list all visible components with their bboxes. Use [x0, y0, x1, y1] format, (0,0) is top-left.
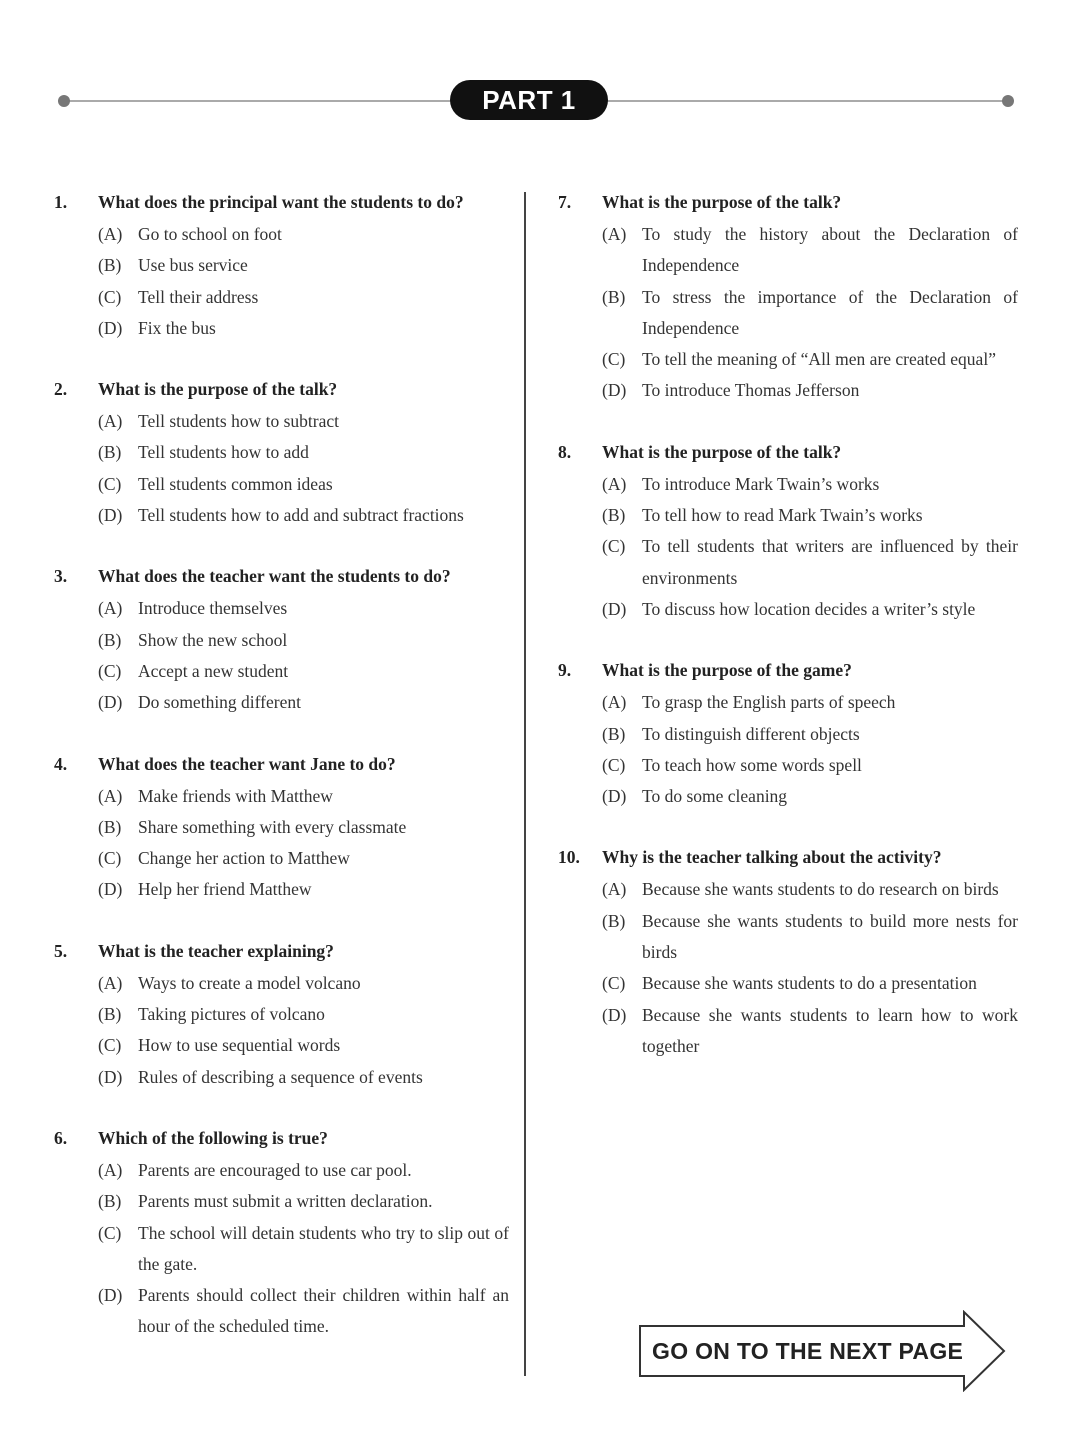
- question-2: [54, 375, 509, 531]
- answer-option: [54, 469, 509, 500]
- answer-option: [558, 719, 1018, 750]
- answer-option: [558, 687, 1018, 718]
- option-letter: (B): [602, 286, 626, 307]
- right-column: [558, 188, 1018, 1093]
- question-8: [558, 438, 1018, 625]
- option-text: To tell how to read Mark Twain’s works: [642, 505, 923, 526]
- option-text: Accept a new student: [138, 660, 289, 681]
- option-text: Introduce themselves: [138, 598, 288, 619]
- answer-option: [54, 282, 509, 313]
- answer-option: [54, 781, 509, 812]
- option-letter: (A): [602, 224, 627, 244]
- answer-option: [54, 625, 509, 656]
- option-text: Ways to create a model volcano: [138, 972, 361, 993]
- option-letter: (C): [602, 754, 626, 775]
- option-letter: (A): [602, 692, 627, 713]
- question-stem: [558, 188, 1018, 219]
- option-letter: (D): [602, 1004, 627, 1025]
- option-text: The school will detain students who try to slip out of the gate.: [138, 1222, 509, 1274]
- question-stem: [54, 937, 509, 968]
- option-text: To introduce Thomas Jefferson: [642, 380, 860, 401]
- answer-option: [54, 999, 509, 1030]
- option-letter: (C): [602, 536, 626, 557]
- option-letter: (B): [98, 255, 122, 276]
- answer-option: [558, 781, 1018, 812]
- answer-option: [54, 1280, 509, 1343]
- answer-option: [54, 250, 509, 281]
- answer-option: [558, 282, 1018, 345]
- option-text: Do something different: [138, 692, 301, 713]
- answer-option: [54, 656, 509, 687]
- option-letter: (A): [602, 473, 627, 494]
- left-column: [54, 188, 509, 1374]
- answer-option: [558, 874, 1018, 905]
- option-letter: (D): [98, 1285, 123, 1306]
- answer-option: [54, 219, 509, 250]
- answer-option: [558, 469, 1018, 500]
- option-letter: (B): [602, 910, 626, 931]
- option-letter: (A): [98, 785, 123, 806]
- option-letter: (C): [98, 1222, 122, 1243]
- question-number: 7.: [558, 192, 572, 212]
- answer-option: [558, 906, 1018, 969]
- question-number: 5.: [54, 940, 68, 961]
- option-letter: (B): [98, 442, 122, 463]
- option-text: To tell the meaning of “All men are created equal”: [642, 349, 996, 370]
- option-text: To tell students that writers are influenced by their environments: [642, 536, 1018, 588]
- option-text: Help her friend Matthew: [138, 879, 312, 900]
- question-number: 2.: [54, 379, 68, 400]
- option-letter: (C): [98, 848, 122, 869]
- option-text: To do some cleaning: [642, 786, 788, 807]
- answer-option: [558, 531, 1018, 594]
- option-text: Fix the bus: [138, 317, 216, 338]
- option-text: Because she wants students to learn how to work together: [642, 1004, 1018, 1056]
- option-letter: (D): [602, 380, 627, 401]
- question-number: 3.: [54, 566, 68, 587]
- question-number: 4.: [54, 753, 68, 774]
- question-number: 9.: [558, 660, 572, 681]
- answer-option: [54, 1062, 509, 1093]
- answer-option: [54, 874, 509, 905]
- option-letter: (C): [98, 473, 122, 494]
- answer-option: [54, 593, 509, 624]
- question-text: What does the principal want the students to do?: [98, 192, 464, 212]
- option-letter: (A): [98, 224, 123, 244]
- question-number: 10.: [558, 847, 580, 868]
- question-number: 8.: [558, 441, 572, 462]
- option-letter: (B): [602, 505, 626, 526]
- question-1: [54, 188, 509, 344]
- question-7: [558, 188, 1018, 407]
- option-text: Taking pictures of volcano: [138, 1004, 325, 1025]
- question-5: [54, 937, 509, 1093]
- option-text: How to use sequential words: [138, 1035, 341, 1056]
- answer-option: [54, 843, 509, 874]
- question-text: What is the purpose of the game?: [602, 660, 852, 681]
- option-letter: (B): [98, 1004, 122, 1025]
- question-number: 1.: [54, 192, 68, 212]
- answer-option: [558, 968, 1018, 999]
- header-dot-left: [58, 95, 70, 107]
- option-text: Share something with every classmate: [138, 816, 407, 837]
- option-text: Rules of describing a sequence of events: [138, 1066, 423, 1087]
- question-4: [54, 750, 509, 906]
- option-text: Parents are encouraged to use car pool.: [138, 1159, 412, 1180]
- question-stem: [558, 843, 1018, 874]
- option-letter: (A): [98, 1159, 123, 1180]
- option-letter: (C): [602, 973, 626, 994]
- option-letter: (A): [98, 972, 123, 993]
- option-text: Parents must submit a written declaration.: [138, 1191, 433, 1212]
- option-letter: (D): [98, 1066, 123, 1087]
- question-text: What is the purpose of the talk?: [602, 441, 842, 462]
- question-3: [54, 562, 509, 718]
- option-letter: (D): [602, 598, 627, 619]
- option-letter: (C): [98, 1035, 122, 1056]
- next-page-label: GO ON TO THE NEXT PAGE: [652, 1338, 964, 1364]
- option-text: To discuss how location decides a writer’s style: [642, 598, 976, 619]
- option-text: To introduce Mark Twain’s works: [642, 473, 880, 494]
- option-text: To grasp the English parts of speech: [642, 692, 896, 713]
- question-text: What is the teacher explaining?: [98, 940, 334, 961]
- question-9: [558, 656, 1018, 812]
- option-text: Tell their address: [138, 286, 259, 307]
- option-letter: (A): [98, 598, 123, 619]
- question-6: [54, 1124, 509, 1343]
- option-text: Because she wants students to do research on birds: [642, 879, 999, 900]
- next-page-arrow[interactable]: [638, 1310, 1008, 1392]
- option-text: Tell students how to add and subtract fractions: [138, 505, 464, 526]
- answer-option: [558, 375, 1018, 406]
- option-letter: (C): [98, 286, 122, 307]
- option-text: To stress the importance of the Declaration of Independence: [642, 286, 1018, 338]
- question-stem: [54, 562, 509, 593]
- header-dot-right: [1002, 95, 1014, 107]
- answer-option: [54, 1030, 509, 1061]
- part-badge: PART 1: [450, 80, 608, 120]
- option-text: Make friends with Matthew: [138, 785, 333, 806]
- question-stem: [558, 656, 1018, 687]
- answer-option: [558, 500, 1018, 531]
- question-10: [558, 843, 1018, 1062]
- answer-option: [558, 750, 1018, 781]
- question-text: What does the teacher want the students to do?: [98, 566, 451, 587]
- option-letter: (B): [602, 723, 626, 744]
- option-text: Tell students common ideas: [138, 473, 333, 494]
- answer-option: [558, 1000, 1018, 1063]
- answer-option: [558, 594, 1018, 625]
- option-text: To distinguish different objects: [642, 723, 860, 744]
- question-text: What is the purpose of the talk?: [602, 192, 842, 212]
- answer-option: [54, 1186, 509, 1217]
- answer-option: [54, 1155, 509, 1186]
- answer-option: [54, 437, 509, 468]
- option-text: Because she wants students to do a presentation: [642, 973, 977, 994]
- option-text: Tell students how to subtract: [138, 411, 339, 432]
- option-text: Because she wants students to build more nests for birds: [642, 910, 1018, 963]
- answer-option: [54, 313, 509, 344]
- option-letter: (B): [98, 816, 122, 837]
- option-text: Show the new school: [138, 629, 288, 650]
- option-letter: (D): [98, 692, 123, 713]
- option-text: Go to school on foot: [138, 224, 282, 244]
- option-text: Tell students how to add: [138, 442, 309, 463]
- answer-option: [54, 812, 509, 843]
- option-letter: (A): [98, 411, 123, 432]
- question-stem: [54, 188, 509, 219]
- option-letter: (D): [98, 879, 123, 900]
- question-number: 6.: [54, 1127, 68, 1148]
- option-letter: (B): [98, 1191, 122, 1212]
- option-text: To teach how some words spell: [642, 754, 862, 775]
- option-letter: (D): [98, 505, 123, 526]
- question-stem: [558, 438, 1018, 469]
- option-letter: (D): [602, 786, 627, 807]
- option-letter: (A): [602, 879, 627, 900]
- question-text: Which of the following is true?: [98, 1127, 328, 1148]
- question-text: Why is the teacher talking about the activity?: [602, 847, 942, 868]
- answer-option: [558, 344, 1018, 375]
- answer-option: [54, 687, 509, 718]
- answer-option: [54, 500, 509, 531]
- answer-option: [54, 1218, 509, 1281]
- answer-option: [54, 406, 509, 437]
- option-text: Parents should collect their children within half an hour of the scheduled time.: [138, 1285, 509, 1337]
- question-text: What is the purpose of the talk?: [98, 379, 338, 400]
- option-text: To study the history about the Declaration of Independence: [642, 224, 1018, 276]
- answer-option: [54, 968, 509, 999]
- question-stem: [54, 375, 509, 406]
- option-letter: (C): [602, 349, 626, 370]
- option-letter: (D): [98, 317, 123, 338]
- question-stem: [54, 1124, 509, 1155]
- option-letter: (B): [98, 629, 122, 650]
- option-text: Change her action to Matthew: [138, 848, 350, 869]
- option-letter: (C): [98, 660, 122, 681]
- part-header: [0, 80, 1080, 122]
- answer-option: [558, 219, 1018, 282]
- option-text: Use bus service: [138, 255, 248, 276]
- question-stem: [54, 750, 509, 781]
- question-text: What does the teacher want Jane to do?: [98, 753, 396, 774]
- column-divider: [524, 192, 526, 1376]
